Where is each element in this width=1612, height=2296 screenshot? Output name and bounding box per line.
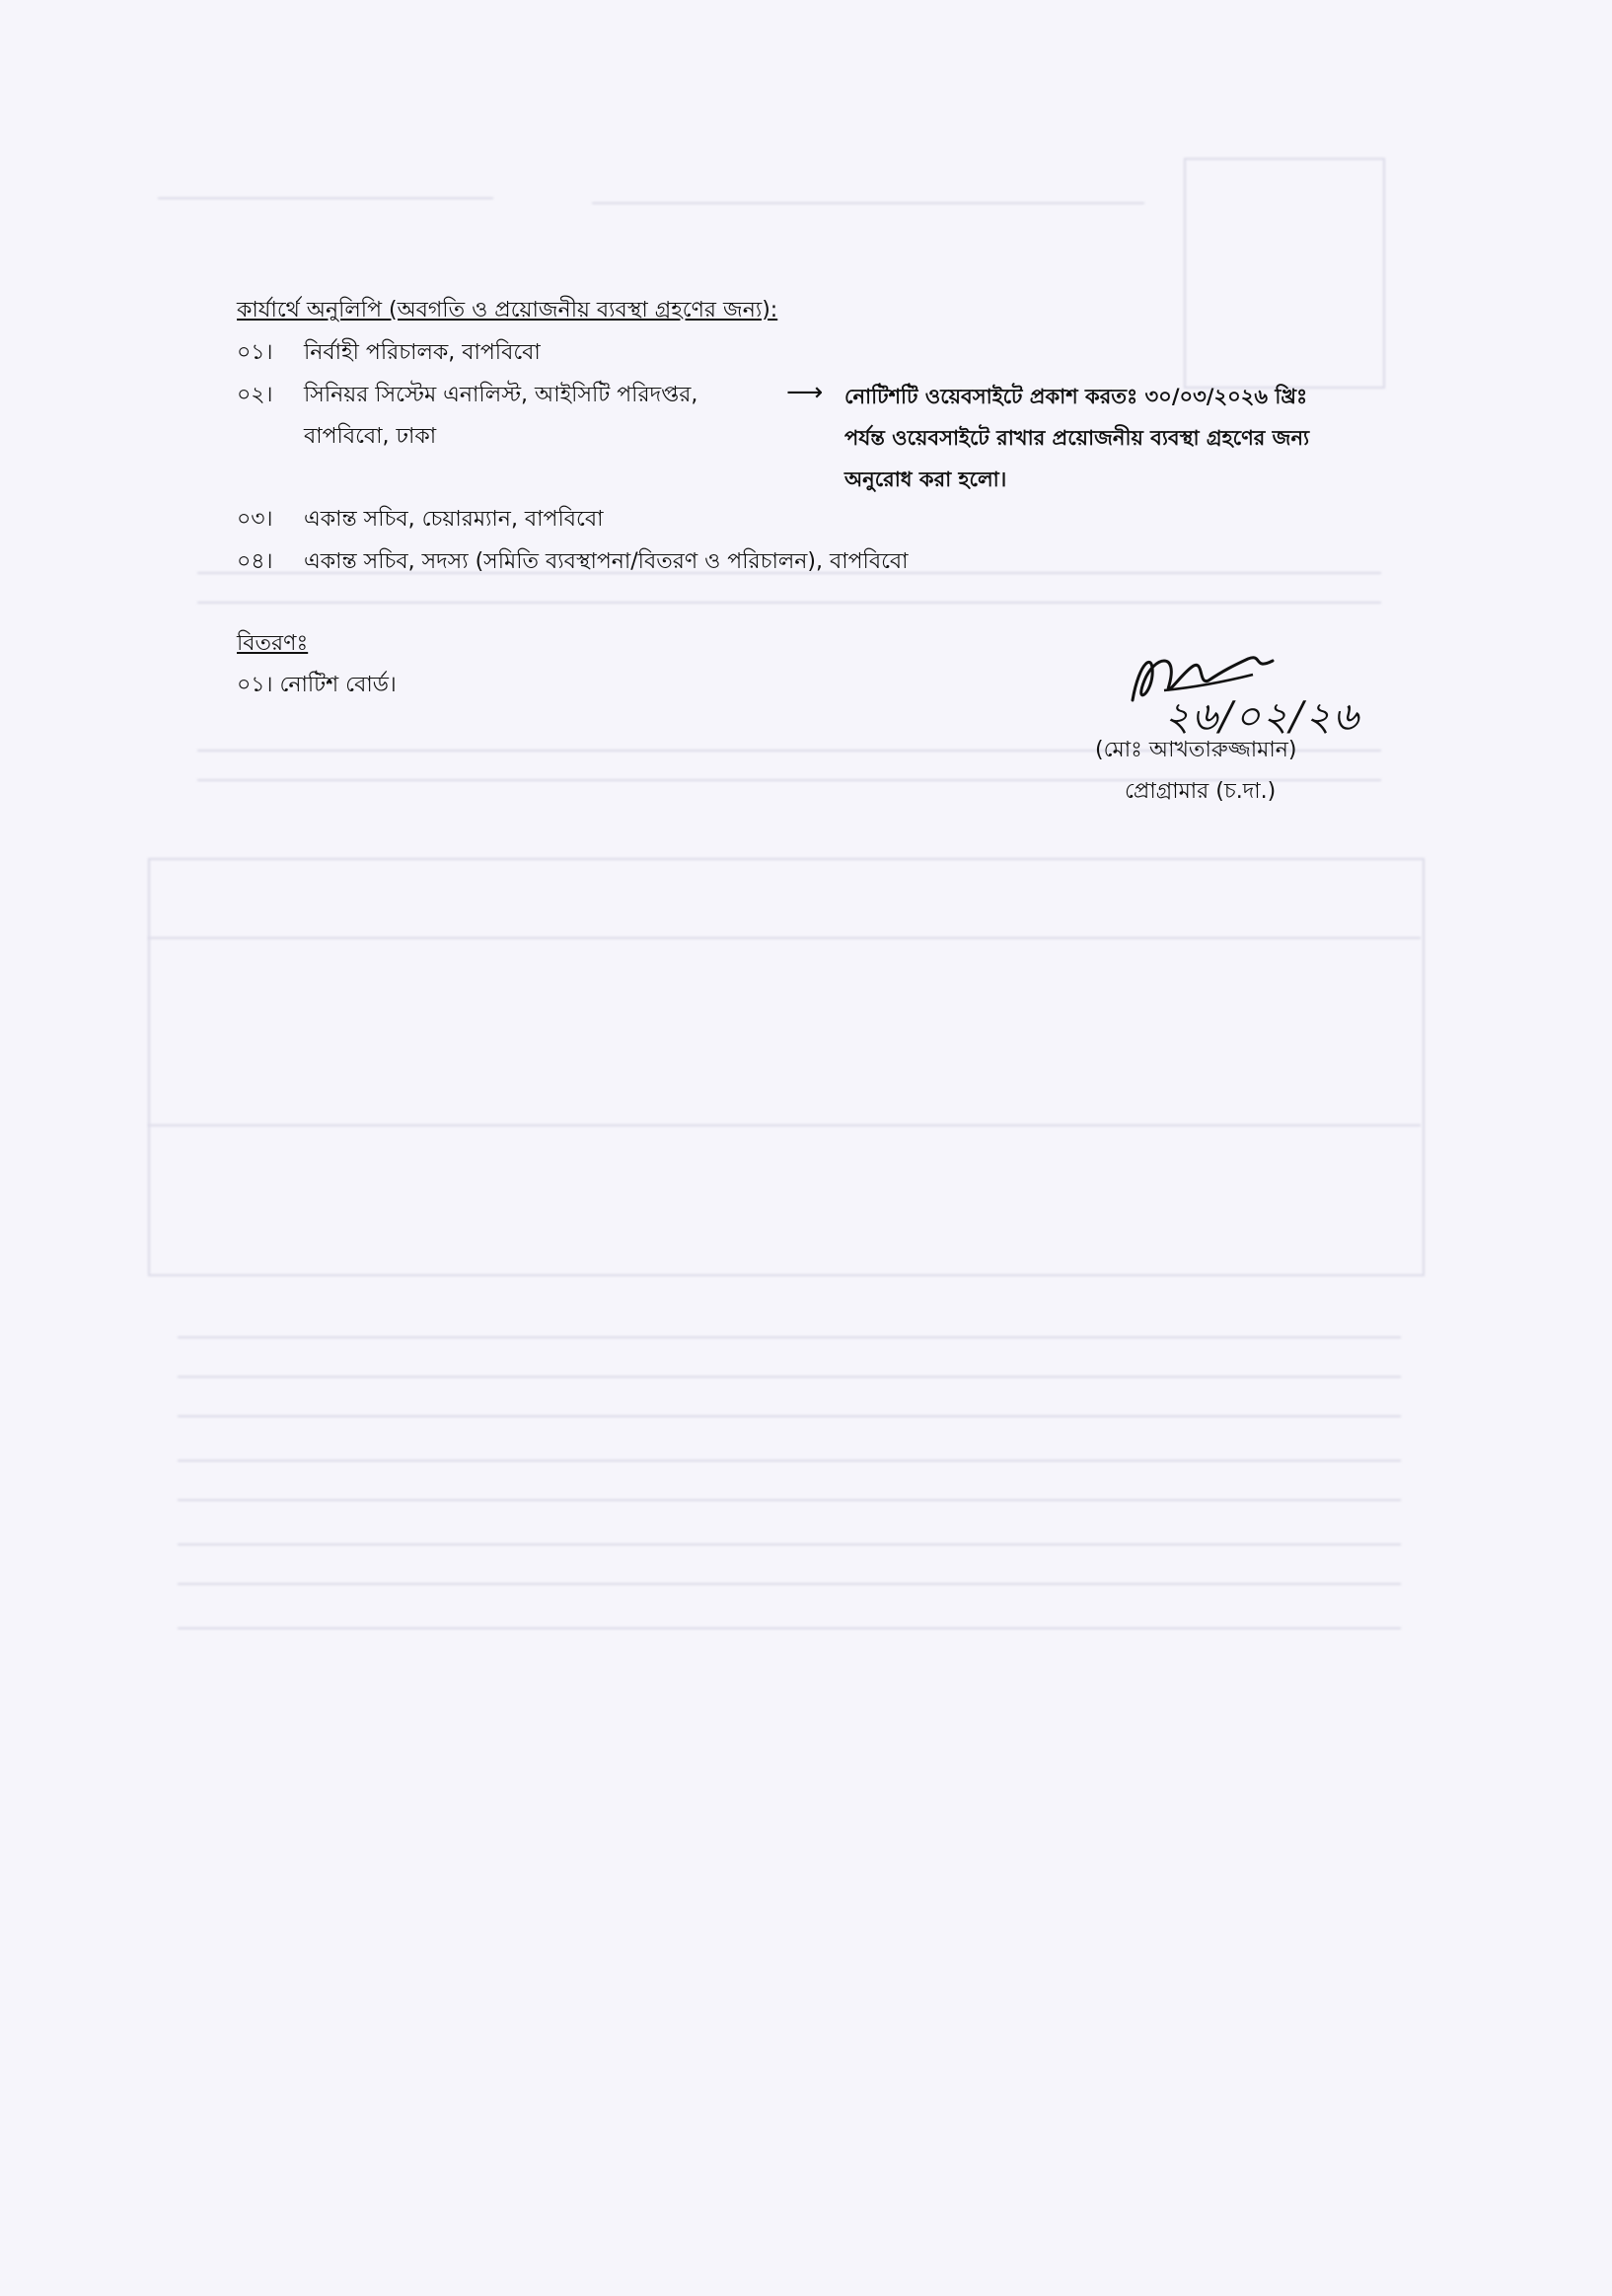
ghost-line — [178, 1583, 1401, 1585]
handwritten-date: ২৬/০২/২৬ — [1164, 694, 1360, 740]
ghost-line — [178, 1415, 1401, 1417]
copy-item-4-num: ০৪। — [237, 549, 273, 574]
arrow-right-icon: ⟶ — [786, 378, 824, 407]
copy-item-2-text: সিনিয়র সিস্টেম এনালিস্ট, আইসিটি পরিদপ্তর, — [304, 383, 698, 407]
distribution-item: ০১। নোটিশ বোর্ড। — [237, 673, 397, 697]
ghost-table — [148, 858, 1425, 1276]
copy-heading: কার্যার্থে অনুলিপি (অবগতি ও প্রয়োজনীয় ব্যবস্থা গ্রহণের জন্য): — [237, 298, 778, 323]
copy-item-3-text: একান্ত সচিব, চেয়ারম্যান, বাপবিবো — [304, 507, 604, 532]
ghost-line — [178, 1543, 1401, 1545]
ghost-line — [158, 197, 493, 199]
signatory-name: (মোঃ আখতারুজ্জামান) — [1095, 738, 1297, 762]
ghost-line — [178, 1499, 1401, 1501]
copy-item-1-text: নির্বাহী পরিচালক, বাপবিবো — [304, 340, 541, 365]
ghost-line — [178, 1376, 1401, 1378]
copy-item-4-text: একান্ত সচিব, সদস্য (সমিতি ব্যবস্থাপনা/বিতরণ ও পরিচালন), বাপবিবো — [304, 549, 909, 574]
ghost-line — [148, 937, 1421, 939]
ghost-line — [148, 1124, 1421, 1126]
note-line-2: পর্যন্ত ওয়েবসাইটে রাখার প্রয়োজনীয় ব্যবস্থা গ্রহণের জন্য — [844, 426, 1310, 450]
ghost-line — [592, 202, 1144, 204]
copy-item-2-text-cont: বাপবিবো, ঢাকা — [304, 424, 437, 449]
ghost-line — [197, 602, 1381, 604]
ghost-line — [178, 1627, 1401, 1629]
distribution-heading: বিতরণঃ — [237, 631, 309, 656]
ghost-line — [178, 1336, 1401, 1338]
copy-item-1-num: ০১। — [237, 340, 273, 365]
copy-item-3-num: ০৩। — [237, 507, 273, 532]
ghost-line — [178, 1460, 1401, 1462]
copy-item-2-num: ০২। — [237, 383, 273, 407]
note-line-1: নোটিশটি ওয়েবসাইটে প্রকাশ করতঃ ৩০/০৩/২০২৬ খ্রিঃ — [844, 385, 1308, 408]
ghost-seal — [1184, 158, 1385, 389]
signatory-designation: প্রোগ্রামার (চ.দা.) — [1125, 779, 1277, 804]
note-line-3: অনুরোধ করা হলো। — [844, 467, 1007, 491]
